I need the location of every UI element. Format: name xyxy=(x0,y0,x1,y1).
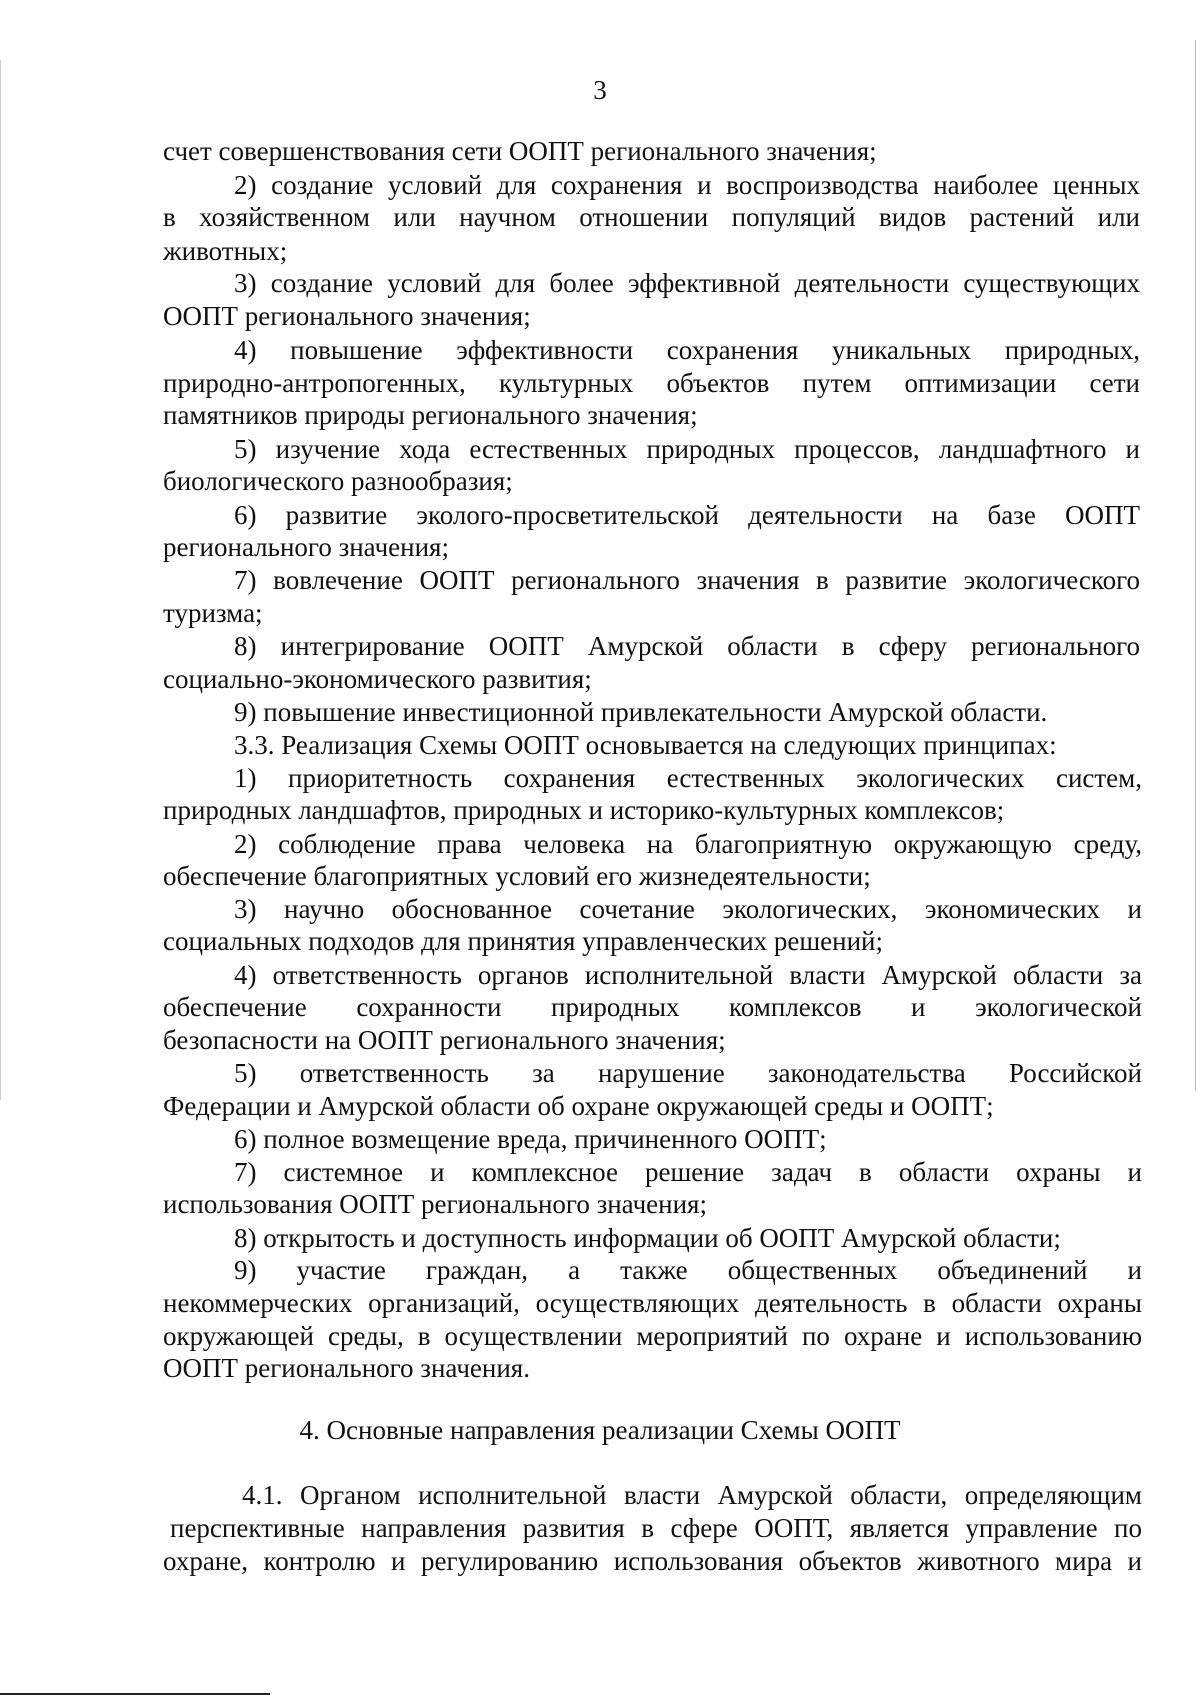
text-line: 3.3. Реализация Схемы ООПТ основывается на следующих принципах: xyxy=(234,730,1057,760)
text-line: 1) приоритетность сохранения естественных экологических систем, xyxy=(234,763,1142,793)
text-line: природно-антропогенных, культурных объектов путем оптимизации сети xyxy=(163,368,1140,398)
text-line: 4) повышение эффективности сохранения уникальных природных, xyxy=(234,335,1140,365)
text-line: социальных подходов для принятия управленческих решений; xyxy=(163,926,884,956)
text-line: Федерации и Амурской области об охране окружающей среды и ООПТ; xyxy=(163,1091,994,1121)
text-line: обеспечение благоприятных условий его жизнедеятельности; xyxy=(163,861,871,891)
text-line: ООПТ регионального значения. xyxy=(163,1353,530,1383)
text-line: 8) интегрирование ООПТ Амурской области в сферу регионального xyxy=(234,631,1140,661)
text-line: 9) участие граждан, а также общественных объединений и xyxy=(234,1255,1142,1285)
text-line: животных; xyxy=(163,236,288,266)
scan-edge-line xyxy=(0,1693,270,1695)
text-line: счет совершенствования сети ООПТ регионального значения; xyxy=(163,136,877,166)
text-line: 3) научно обоснованное сочетание экологических, экономических и xyxy=(234,894,1142,924)
page-number: 3 xyxy=(593,75,607,105)
text-line: 8) открытость и доступность информации об ООПТ Амурской области; xyxy=(234,1223,1061,1253)
text-line: регионального значения; xyxy=(163,532,449,562)
text-line: биологического разнообразия; xyxy=(163,466,513,496)
text-line: 5) изучение хода естественных природных процессов, ландшафтного и xyxy=(234,434,1140,464)
text-line: 7) системное и комплексное решение задач в области охраны и xyxy=(234,1157,1142,1187)
text-line: 6) развитие эколого-просветительской деятельности на базе ООПТ xyxy=(234,500,1140,530)
scan-edge-line xyxy=(0,60,1,1100)
scan-edge-line xyxy=(1195,40,1196,1090)
text-line: социально-экономического развития; xyxy=(163,664,592,694)
text-line: 7) вовлечение ООПТ регионального значения в развитие экологического xyxy=(234,565,1140,595)
section-heading: 4. Основные направления реализации Схемы ООПТ xyxy=(299,1415,901,1445)
text-line: природных ландшафтов, природных и историко-культурных комплексов; xyxy=(163,795,1005,825)
text-line: туризма; xyxy=(163,598,263,628)
text-line: перспективные направления развития в сфере ООПТ, является управление по xyxy=(170,1513,1142,1543)
text-line: 4.1. Органом исполнительной власти Амурской области, определяющим xyxy=(242,1480,1142,1510)
text-line: 2) соблюдение права человека на благоприятную окружающую среду, xyxy=(234,829,1142,859)
text-line: обеспечение сохранности природных комплексов и экологической xyxy=(163,992,1142,1022)
text-line: 2) создание условий для сохранения и воспроизводства наиболее ценных xyxy=(234,170,1140,200)
text-line: безопасности на ООПТ регионального значения; xyxy=(163,1025,726,1055)
text-line: некоммерческих организаций, осуществляющих деятельность в области охраны xyxy=(163,1288,1142,1318)
text-line: 4) ответственность органов исполнительной власти Амурской области за xyxy=(234,960,1142,990)
text-line: охране, контролю и регулированию использования объектов животного мира и xyxy=(163,1546,1142,1576)
text-line: использования ООПТ регионального значения; xyxy=(163,1189,707,1219)
text-line: в хозяйственном или научном отношении популяций видов растений или xyxy=(163,202,1140,232)
text-line: памятников природы регионального значения; xyxy=(163,400,698,430)
text-line: 5) ответственность за нарушение законодательства Российской xyxy=(234,1058,1142,1088)
text-line: 3) создание условий для более эффективной деятельности существующих xyxy=(234,268,1140,298)
text-line: 6) полное возмещение вреда, причиненного ООПТ; xyxy=(234,1124,827,1154)
text-line: окружающей среды, в осуществлении мероприятий по охране и использованию xyxy=(163,1321,1142,1351)
text-line: 9) повышение инвестиционной привлекательности Амурской области. xyxy=(234,697,1048,727)
text-line: ООПТ регионального значения; xyxy=(163,301,531,331)
